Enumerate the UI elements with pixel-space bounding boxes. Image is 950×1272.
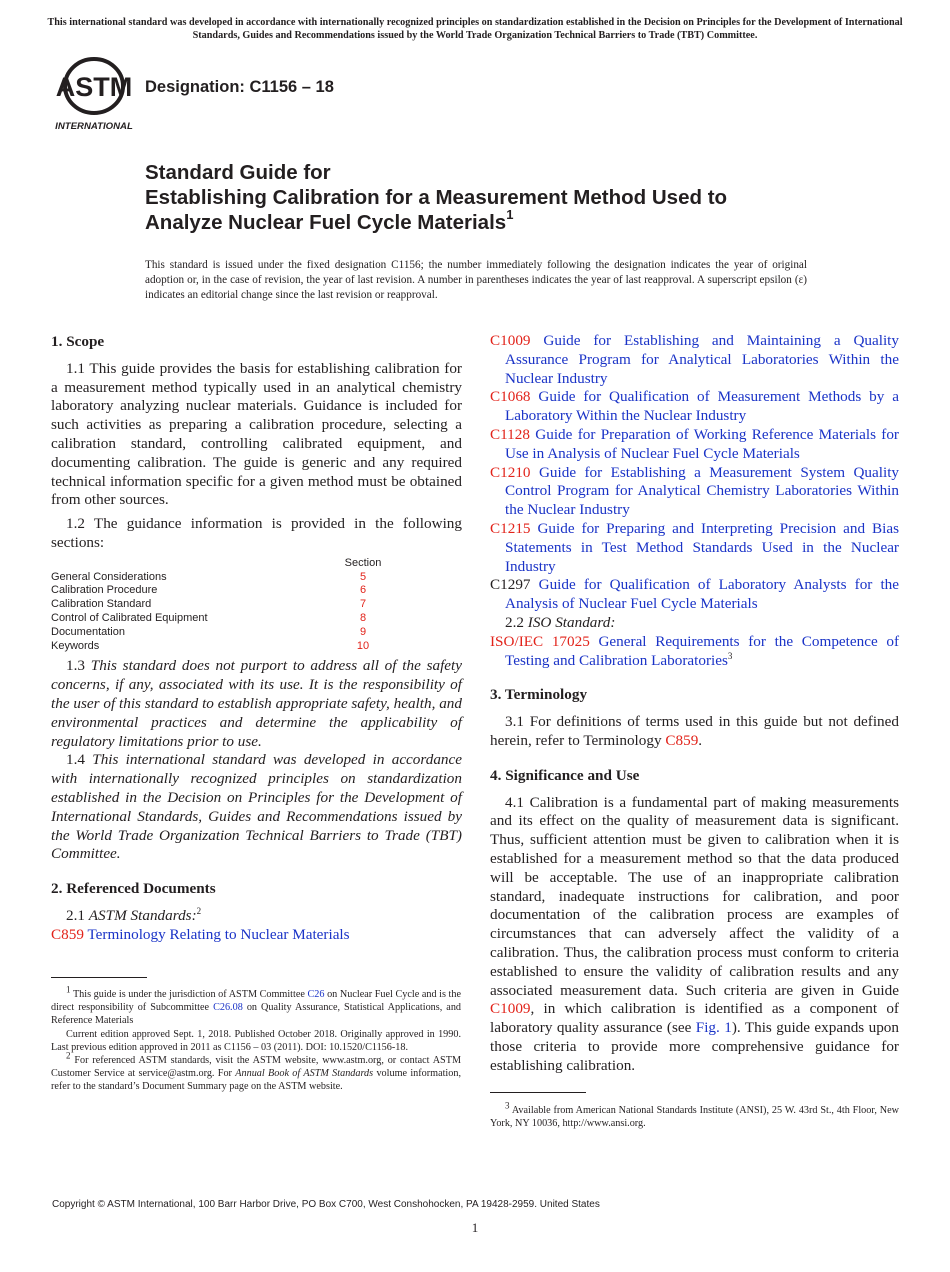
refdocs-heading: 2. Referenced Documents	[51, 880, 216, 898]
designation: Designation: C1156 – 18	[145, 78, 334, 96]
sections-table	[51, 557, 381, 654]
ref-item-c1215	[490, 520, 899, 576]
footnote-3: $^3$ Available from American National Standards Institute (ANSI), 25 W. 43rd St., 4th Floor, New York, NY 10036, http://www.ansi.org.	[490, 1100, 900, 1130]
ref-item-c1210	[490, 464, 899, 520]
ref-title-link[interactable]: Guide for Establishing and Maintaining a Quality Assurance Program for Analytical Laboratories Within the Nuclear Industry	[505, 332, 899, 387]
scope-para-1-3: 1.3 This standard does not purport to address all of the safety concerns, if any, associated with its use. It is the responsibility of the user of this standard to establish appropriate safety, health, and environmental practices and determine the applicability of regulatory limitations prior to use.	[51, 657, 462, 750]
sections-table-row: Keywords 10	[51, 640, 381, 654]
ref-item-c1068	[490, 388, 899, 426]
ref-item-c859	[51, 926, 462, 945]
title-line-1: Standard Guide for	[145, 161, 331, 184]
ref-title-link[interactable]: Terminology Relating to Nuclear Materials	[87, 925, 350, 943]
c859-link[interactable]: C859	[665, 731, 699, 749]
scope-para-1-1: 1.1 This guide provides the basis for establishing calibration for a measurement method typically used in an analytical chemistry laboratory analyzing nuclear materials. Guidance is included for such activities as preparing a calibration procedure, selecting a calibration standard, controlling calibrated equipment, and documenting calibration. The guide is generic and any required technical information specific for a given method must be obtained from other sources.	[51, 359, 462, 509]
sections-table-row: Calibration Standard 7	[51, 598, 381, 612]
ref-title-link[interactable]: Guide for Preparing and Interpreting Precision and Bias Statements in Test Method Standards Used in the Nuclear Industry	[505, 519, 899, 575]
fig-1-link[interactable]: Fig. 1	[695, 1019, 732, 1037]
refdocs-astm-subheading: 2.1 ASTM Standards:$^2$	[66, 905, 202, 924]
title-line-3: Analyze Nuclear Fuel Cycle Materials$^1$	[145, 207, 514, 234]
ref-title-link[interactable]: Guide for Qualification of Laboratory Analysts for the Analysis of Nuclear Fuel Cycle Materials	[505, 576, 900, 613]
ref-title-link[interactable]: Guide for Preparation of Working Reference Materials for Use in Analysis of Nuclear Fuel Cycle Materials	[505, 425, 899, 462]
document-title	[145, 160, 727, 235]
footnote-rule-right	[490, 1092, 586, 1093]
logo-caption: INTERNATIONAL	[55, 121, 133, 132]
significance-heading: 4. Significance and Use	[490, 766, 640, 784]
footnote-rule-left	[51, 977, 147, 978]
ref-code-link[interactable]: C1009	[490, 332, 531, 349]
copyright-line: Copyright © ASTM International, 100 Barr Harbor Drive, PO Box C700, West Conshohocken, PA 19428-2959. United States	[52, 1199, 600, 1210]
footnotes-right	[490, 1100, 900, 1130]
footnote-1: $^1$ This guide is under the jurisdiction of ASTM Committee C26 on Nuclear Fuel Cycle and is the direct responsibility of Subcommittee C26.08 on Quality Assurance, Statistical Applications, and Reference Materials	[51, 984, 462, 1027]
scope-heading: 1. Scope	[51, 333, 105, 350]
c1009-link[interactable]: C1009	[490, 1000, 531, 1018]
ref-code-link[interactable]: C1215	[490, 519, 531, 537]
ref-item-iso-17025	[490, 633, 899, 671]
astm-logo	[52, 54, 136, 134]
section-link[interactable]: 10	[356, 639, 370, 652]
ref-title-link[interactable]: General Requirements for the Competence of Testing and Calibration Laboratories	[505, 632, 900, 669]
fixed-designation-note: This standard is issued under the fixed designation C1156; the number immediately following the designation indicates the year of original adoption or, in the case of revision, the year of last revision. A number in parentheses indicates the year of last reapproval. A superscript epsilon (ε) indicates an editorial change since the last revision or reapproval.	[145, 259, 807, 302]
ref-item-c1128	[490, 426, 899, 464]
ref-code-link[interactable]: C1210	[490, 463, 531, 481]
ref-code: C1297	[490, 576, 531, 594]
section-link[interactable]: 7	[359, 598, 367, 611]
footnote-1-edition: Current edition approved Sept. 1, 2018. Published October 2018. Originally approved in 1990. Last previous edition approved in 2011 as C1156 – 03 (2011). DOI: 10.1520/C1156-18.	[51, 1028, 461, 1053]
footnote-ref-3[interactable]: 3	[727, 650, 733, 661]
footnote-ref-2[interactable]: 2	[196, 905, 202, 916]
subcommittee-link[interactable]: C26.08	[213, 1002, 243, 1014]
section-link[interactable]: 6	[359, 584, 367, 597]
ref-code-link[interactable]: C1068	[490, 388, 531, 406]
footnote-2: $^2$ For referenced ASTM standards, visit the ASTM website, www.astm.org, or contact ASTM Customer Service at service@astm.org. For Annual Book of ASTM Standards volume information, refer to the standard’s Document Summary page on the ASTM website.	[51, 1050, 462, 1093]
sections-table-row: Control of Calibrated Equipment 8	[51, 612, 381, 626]
ref-item-c1009	[490, 332, 899, 388]
sections-table-row: Documentation 9	[51, 626, 381, 640]
terminology-para-3-1: 3.1 For definitions of terms used in this guide but not defined herein, refer to Terminology C859.	[490, 713, 899, 749]
ref-code-link[interactable]: C1128	[490, 425, 530, 443]
page-number: 1	[471, 1220, 479, 1235]
terminology-heading: 3. Terminology	[490, 686, 588, 704]
sections-table-row: Calibration Procedure 6	[51, 584, 381, 598]
section-link[interactable]: 5	[359, 570, 367, 583]
significance-para-4-1: 4.1 Calibration is a fundamental part of making measurements and its effect on the quality of measurement data is significant. Thus, sufficient attention must be given to calibration when it is established for a measurement method so that the data produced will be acceptable. The use of an inappropriate calibration standard, inadequate instructions for calibration, and poor documentation of the calibration process are examples of circumstances that can adversely affect the validity of a calibration. Thus, the calibration process must conform to criteria established to ensure the validity of calibration results and any associated measurement data. Such criteria are given in Guide C1009, in which calibration is identified as a component of laboratory quality assurance (see Fig. 1). This guide expands upon those criteria to provide more comprehensive guidance for establishing calibration.	[490, 793, 899, 1074]
scope-para-1-4: 1.4 This international standard was developed in accordance with internationally recognized principles on standardization established in the Decision on Principles for the Development of International Standards, Guides and Recommendations issued by the World Trade Organization Technical Barriers to Trade (TBT) Committee.	[51, 751, 463, 863]
title-footnote-ref[interactable]: 1	[506, 207, 514, 223]
section-link[interactable]: 9	[359, 625, 367, 638]
scope-para-1-2: 1.2 The guidance information is provided in the following sections:	[51, 515, 462, 551]
sections-table-row: General Considerations 5	[51, 571, 381, 585]
left-column	[51, 333, 462, 945]
ref-code-link[interactable]: ISO/IEC 17025	[490, 632, 590, 650]
committee-link[interactable]: C26	[307, 989, 325, 1000]
ref-item-c1297	[490, 576, 899, 614]
ref-title-link[interactable]: Guide for Establishing a Measurement System Quality Control Program for Analytical Chemistry Laboratories Within the Nuclear Industry	[505, 463, 900, 519]
sections-table-header: Section	[344, 556, 382, 569]
top-notice: This international standard was developed in accordance with internationally recognized principles on standardization established in the Decision on Principles for the Development of International Standards, Guides and Recommendations issued by the World Trade Organization Technical Barriers to Trade (TBT) Committee.	[47, 17, 903, 41]
section-link[interactable]: 8	[359, 611, 367, 624]
ref-title-link[interactable]: Guide for Qualification of Measurement Methods by a Laboratory Within the Nuclear Industry	[505, 388, 899, 425]
logo-letters: ASTM	[55, 72, 133, 102]
ref-code-link[interactable]: C859	[51, 925, 84, 943]
refdocs-iso-subheading: 2.2 ISO Standard:	[505, 613, 616, 631]
right-column	[490, 332, 899, 1075]
footnotes-left	[51, 984, 462, 1094]
title-line-2: Establishing Calibration for a Measurement Method Used to	[145, 186, 728, 209]
